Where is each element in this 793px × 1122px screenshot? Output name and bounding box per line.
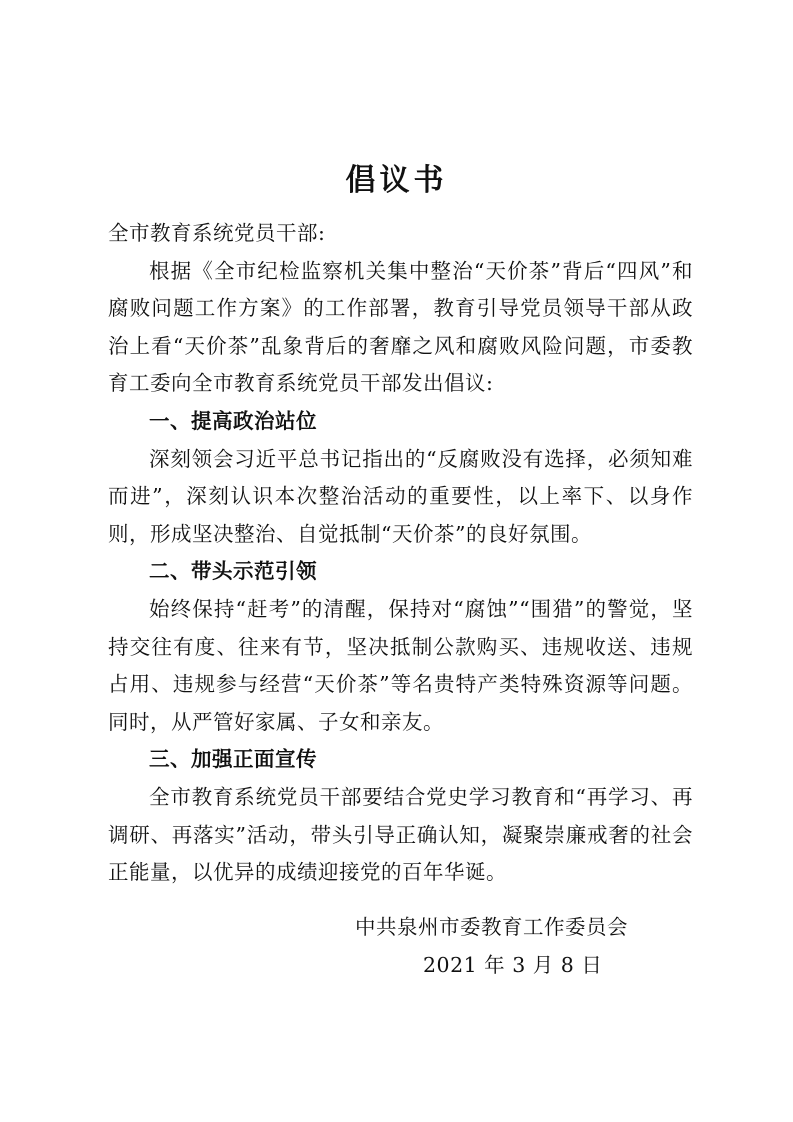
document-body	[108, 215, 693, 892]
signature-date: 2021 年 3 月 8 日	[423, 953, 603, 977]
section-paragraph-3: 全市教育系统党员干部要结合党史学习教育和“再学习、再调研、再落实”活动，带头引导正确认知，凝聚崇廉戒奢的社会正能量，以优异的成绩迎接党的百年华诞。	[108, 784, 693, 885]
intro-paragraph: 根据《全市纪检监察机关集中整治“天价茶”背后“四风”和腐败问题工作方案》的工作部署，教育引导党员领导干部从政治上看“天价茶”乱象背后的奢靡之风和腐败风险问题，市委教育工委向全市教育系统党员干部发出倡议:	[108, 258, 693, 396]
section-paragraph-2: 始终保持“赶考”的清醒，保持对“腐蚀”“围猎”的警觉，坚持交往有度、往来有节，坚决抵制公款购买、违规收送、违规占用、违规参与经营“天价茶”等名贵特产类特殊资源等问题。同时，从严管好家属、子女和亲友。	[108, 596, 693, 734]
section-heading-1: 一、提高政治站位	[149, 408, 317, 433]
section-heading-2: 二、带头示范引领	[149, 559, 317, 584]
section-paragraph-1: 深刻领会习近平总书记指出的“反腐败没有选择，必须知难而进”，深刻认识本次整治活动的重要性，以上率下、以身作则，形成坚决整治、自觉抵制“天价茶”的良好氛围。	[108, 446, 693, 546]
section-heading-3: 三、加强正面宣传	[149, 747, 317, 772]
document-title: 倡议书	[345, 163, 448, 199]
salutation: 全市教育系统党员干部:	[108, 221, 326, 245]
signature-block	[355, 908, 655, 984]
signature-organization: 中共泉州市委教育工作委员会	[355, 915, 628, 939]
